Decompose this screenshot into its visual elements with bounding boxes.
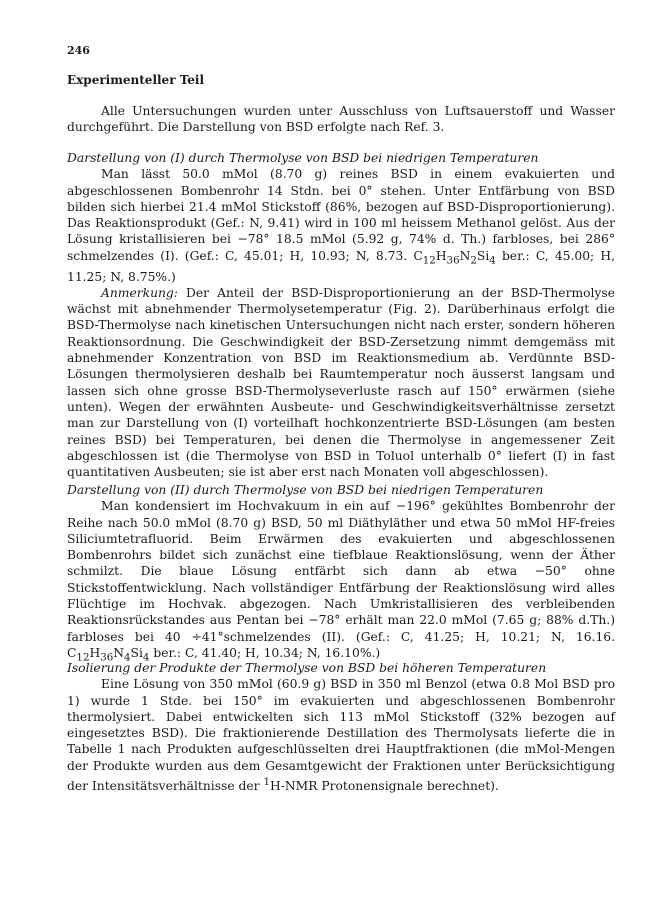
note-label: Anmerkung: [101, 285, 178, 300]
section-2-analysis: ber.: C, 41.40; H, 10.34; N, 16.10%.) [149, 645, 381, 660]
section-1-text: Man lässt 50.0 mMol (8.70 g) reines BSD in einem evakuierten und abgeschlossenen Bombenrohr 14 Stdn. bei 0° stehen. Unter Entfärbung von BSD bilden sich hierbei 21.4 mMol Stickstoff (86%, bezogen auf BSD-Disproportionierung). Das Reaktionsprodukt (Gef.: N, 9.41) wird in 100 ml heissem Methanol gelöst. Aus der Lösung kristallisieren bei −78° 18.5 mMol (5.92 g, 74% d. Th.) farbloses, bei 286° schmelzendes (I). (Gef.: C, 45.01; H, 10.93; N, 8.73. [67, 167, 615, 263]
formula-n-subscript: 2 [470, 254, 477, 267]
note-text: Der Anteil der BSD-Disproportionierung an der BSD-Thermolyse wächst mit abnehmender Thermolysetemperatur (Fig. 2). Darüberhinaus erfolgt die BSD-Thermolyse nach kinetischen Untersuchungen nicht nach erster, sondern höheren Reaktionsordnung. Die Geschwindigkeit der BSD-Zersetzung nimmt demgemäss mit abnehmender Konzentration von BSD im Reaktionsmedium ab. Verdünnte BSD-Lösungen thermolysieren deshalb bei Raumtemperatur noch äusserst langsam und lassen sich ohne grosse BSD-Thermolyseverluste rasch auf 150° erwärmen (siehe unten). Wegen der erwähnten Ausbeute- und Geschwindigkeitsverhältnisse zersetzt man zur Darstellung von (I) vorteilhaft hochkonzentrierte BSD-Lösungen (am besten reines BSD) bei Temperaturen, bei denen die Thermolyse in angemessener Zeit abgeschlossen ist (die Thermolyse von BSD in Toluol unterhalb 0° liefert (I) in fast quantitativen Ausbeuten; sie ist aber erst nach Monaten voll abgeschlossen). [67, 285, 615, 480]
formula-h-subscript: 36 [100, 651, 114, 664]
section-2-paragraph-1 [67, 498, 615, 665]
formula-n-subscript: 4 [124, 651, 131, 664]
section-1-analysis: ber.: C, 45.00; H, 11.25; N, 8.75%.) [67, 248, 615, 284]
section-3-text: Eine Lösung von 350 mMol (60.9 g) BSD in 350 ml Benzol (etwa 0.8 Mol BSD pro 1) wurde 1 Stde. bei 150° im evakuierten und abgeschlossenen Bombenrohr thermolysiert. Dabei entwickelten sich 113 mMol Stickstoff (32% bezogen auf eingesetztes BSD). Die fraktionierende Destillation des Thermolysats lieferte die in Tabelle 1 nach Produkten aufgeschlüsselten drei Hauptfraktionen (die mMol-Mengen der Produkte wurden aus dem Gesamtgewicht der Fraktionen unter Berücksichtigung der Intensitätsverhältnisse der [67, 677, 615, 794]
section-1-paragraph-2 [67, 285, 615, 481]
formula-c: C [67, 645, 77, 660]
nmr-superscript: 1 [263, 776, 270, 789]
formula-n: N [459, 248, 471, 263]
formula-n: N [113, 645, 125, 660]
section-2 [67, 482, 615, 666]
formula-c: C [413, 248, 423, 263]
section-3-text-end: H-NMR Protonensignale berechnet). [269, 779, 499, 794]
section-1 [67, 150, 615, 480]
formula-c-subscript: 12 [76, 651, 90, 664]
section-3-heading: Isolierung der Produkte der Thermolyse von BSD bei höheren Temperaturen [67, 661, 547, 675]
section-1-paragraph-1 [67, 166, 615, 285]
formula-si-subscript: 4 [489, 254, 496, 267]
formula-h: H [435, 248, 447, 263]
section-1-heading: Darstellung von (I) durch Thermolyse von BSD bei niedrigen Temperaturen [67, 151, 539, 165]
formula-h: H [89, 645, 101, 660]
formula-c-subscript: 12 [422, 254, 436, 267]
section-3 [67, 660, 615, 794]
formula-si: Si [476, 248, 490, 263]
section-2-text: Man kondensiert im Hochvakuum in ein auf −196° gekühltes Bombenrohr der Reihe nach 50.0 mMol (8.70 g) BSD, 50 ml Diäthyläther und etwa 50 mMol HF-freies Siliciumtetrafluorid. Beim Erwärmen des evakuierten und abgeschlossenen Bombenrohrs bildet sich zunächst eine tiefblaue Reaktionslösung, wenn der Äther schmilzt. Die blaue Lösung entfärbt sich dann ab etwa −50° ohne Stickstoffentwicklung. Nach vollständiger Entfärbung der Reaktionslösung wird alles Flüchtige im Hochvak. abgezogen. Nach Umkristallisieren des verbleibenden Reaktionsrückstandes aus Pentan bei −78° erhält man 22.0 mMol (7.65 g; 88% d.Th.) farbloses bei 40 ÷41°schmelzendes (II). (Gef.: C, 41.25; H, 10.21; N, 16.16. [67, 499, 615, 644]
section-title: Experimenteller Teil [67, 73, 204, 87]
section-2-heading: Darstellung von (II) durch Thermolyse von BSD bei niedrigen Temperaturen [67, 483, 544, 497]
page-number: 246 [67, 44, 90, 57]
formula-h-subscript: 36 [446, 254, 460, 267]
intro-block [67, 103, 615, 136]
formula-si: Si [130, 645, 143, 660]
formula-si-subscript: 4 [142, 651, 150, 664]
intro-paragraph: Alle Untersuchungen wurden unter Ausschluss von Luftsauerstoff und Wasser durchgeführt. Die Darstellung von BSD erfolgte nach Ref. 3. [67, 104, 615, 135]
section-3-paragraph-1 [67, 676, 615, 794]
